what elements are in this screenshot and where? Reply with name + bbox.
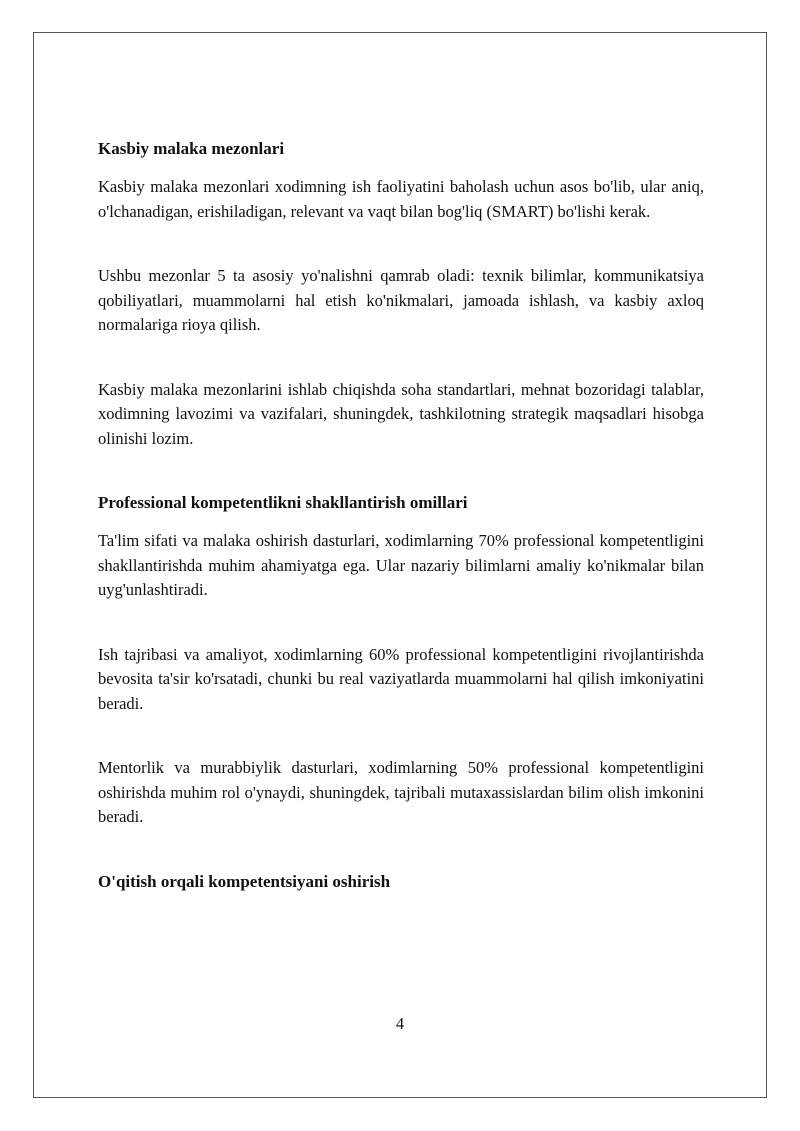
paragraph: Ushbu mezonlar 5 ta asosiy yo'nalishni qamrab oladi: texnik bilimlar, kommunikatsiya qobiliyatlari, muammolarni hal etish ko'nikmalari, jamoada ishlash, va kasbiy axloq normalariga rioya qilish. (98, 266, 704, 334)
paragraph: Kasbiy malaka mezonlari xodimning ish faoliyatini baholash uchun asos bo'lib, ular aniq, o'lchanadigan, erishiladigan, relevant va vaqt bilan bog'liq (SMART) bo'lishi kerak. (98, 177, 704, 221)
document-page (33, 32, 767, 1098)
paragraph: Kasbiy malaka mezonlarini ishlab chiqishda soha standartlari, mehnat bozoridagi talablar, xodimning lavozimi va vazifalari, shuningdek, tashkilotning strategik maqsadlari hisobga olinishi lozim. (98, 379, 704, 448)
section-heading-professional-kompetentlik: Professional kompetentlikni shakllantirish omillari (98, 493, 468, 512)
section-heading-kasbiy-malaka: Kasbiy malaka mezonlari (98, 139, 285, 158)
section-heading-oqitish: O'qitish orqali kompetentsiyani oshirish (98, 871, 391, 891)
paragraph: Ta'lim sifati va malaka oshirish dasturlari, xodimlarning 70% professional kompetentligini shakllantirishda muhim ahamiyatga ega. Ular nazariy bilimlarni amaliy ko'nikmalar bilan uyg'unlashtiradi. (98, 531, 704, 599)
paragraph: Mentorlik va murabbiylik dasturlari, xodimlarning 50% professional kompetentligini oshirishda muhim rol o'ynaydi, shuningdek, tajribali mutaxassislardan bilim olish imkonini beradi. (98, 758, 704, 826)
page-number: 4 (395, 1014, 405, 1033)
paragraph: Ish tajribasi va amaliyot, xodimlarning 60% professional kompetentligini rivojlantirishda bevosita ta'sir ko'rsatadi, chunki bu real vaziyatlarda muammolarni hal qilish imkoniyatini beradi. (98, 644, 704, 713)
page-content (98, 137, 704, 894)
